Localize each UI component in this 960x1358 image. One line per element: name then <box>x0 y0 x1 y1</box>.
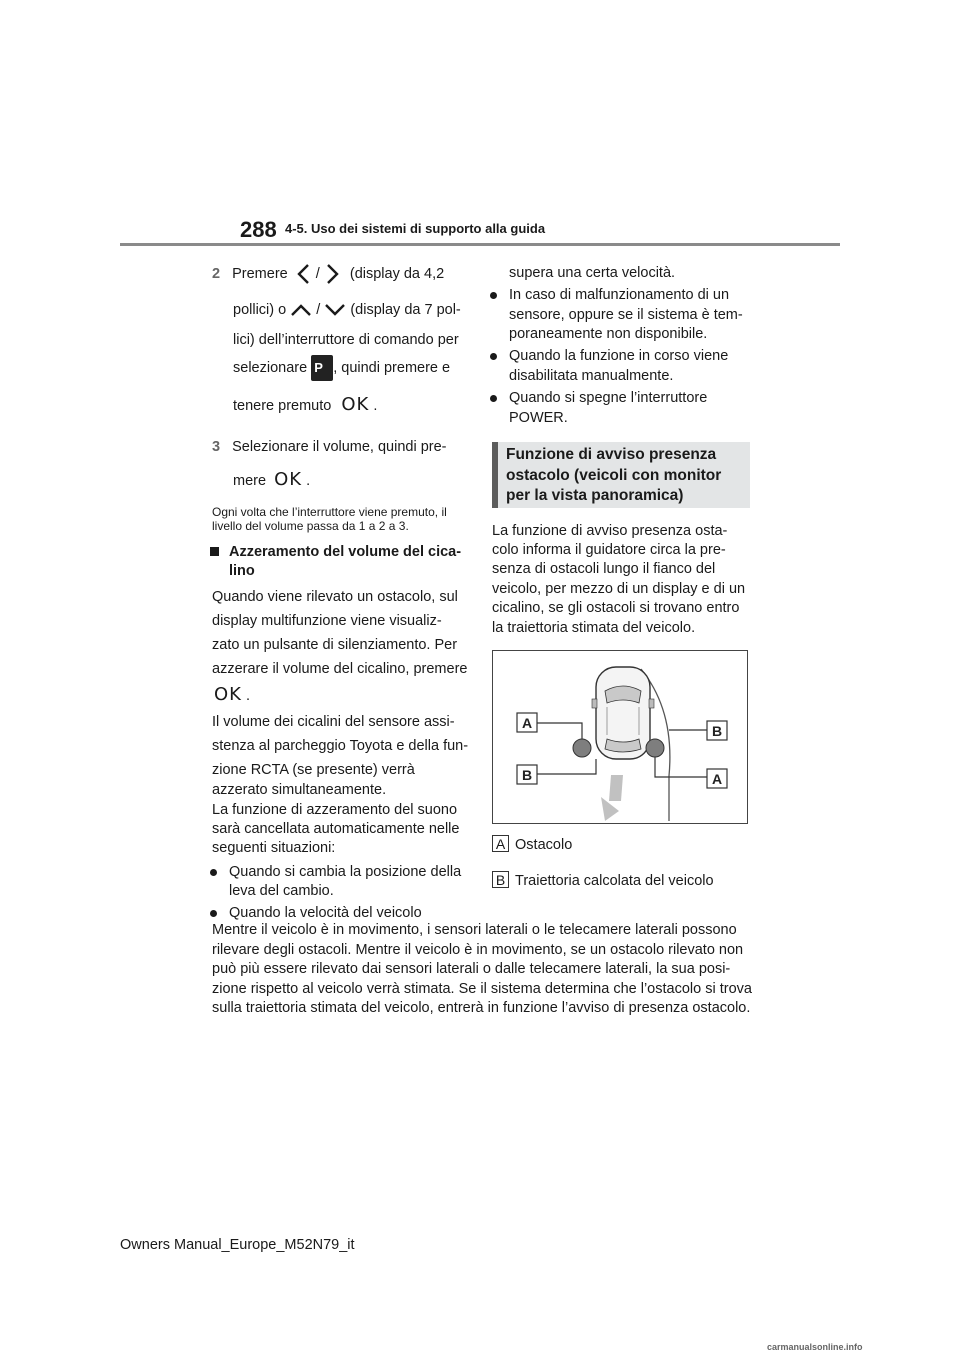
description-line-5: cicalino, se gli ostacoli si trovano entro <box>492 600 740 616</box>
bottom-line-2: rilevare degli ostacoli. Mentre il veicolo è in movimento, se un ostacolo rilevato non <box>212 942 744 958</box>
bullet-4-line-2: disabilitata manualmente. <box>509 368 674 384</box>
bullet-4-line-1: Quando la funzione in corso viene <box>509 348 729 364</box>
step-2-line-2 <box>233 300 478 320</box>
paragraph-1-line-1: Quando viene rilevato un ostacolo, sul <box>212 589 458 605</box>
paragraph-3-line-1: La funzione di azzeramento del suono <box>212 802 458 818</box>
bullet-3-line-1: In caso di malfunzionamento di un <box>509 287 730 303</box>
obstacle-diagram <box>492 650 748 824</box>
paragraph-2-line-3: zione RCTA (se presente) verrà <box>212 762 415 778</box>
step-text: (display da 4,2 <box>349 265 445 282</box>
paragraph-2-line-2: stenza al parcheggio Toyota e della fun- <box>212 738 469 754</box>
step-number: 3 <box>212 439 221 455</box>
diagram-label-b-right: B <box>711 723 723 739</box>
subheading-line-2: lino <box>229 563 255 579</box>
description-line-2: colo informa il guidatore circa la pre- <box>492 542 726 558</box>
bottom-line-3: può più essere rilevato dai sensori laterali o dalle telecamere laterali, la sua posi- <box>212 961 731 977</box>
step-text: Premere <box>232 265 288 282</box>
step-2-line-4 <box>233 355 450 381</box>
continued-text: supera una certa velocità. <box>509 265 676 281</box>
footer: Owners Manual_Europe_M52N79_it <box>120 1237 355 1253</box>
section-heading-line: per la vista panoramica) <box>506 487 684 504</box>
legend-item-b <box>492 871 714 891</box>
bullet-1-line-1: Quando si cambia la posizione della <box>229 864 462 880</box>
chevron-left-icon <box>296 263 312 285</box>
section-title: 4-5. Uso dei sistemi di supporto alla guida <box>285 221 546 236</box>
legend-key: B <box>492 871 509 888</box>
reverse-arrow-icon <box>601 775 623 821</box>
watermark: carmanualsonline.info <box>767 1342 863 1352</box>
ok-button-icon: OK <box>214 684 242 705</box>
subheading-line-1: Azzeramento del volume del cica- <box>229 544 462 560</box>
paragraph-2-line-4: azzerato simultaneamente. <box>212 782 387 798</box>
paragraph-1-line-4: azzerare il volume del cicalino, premere <box>212 661 468 677</box>
legend-text: Ostacolo <box>515 837 573 853</box>
section-heading-line: ostacolo (veicoli con monitor <box>506 466 722 484</box>
diagram-label-a-right: A <box>711 771 723 787</box>
chevron-right-icon <box>324 263 340 285</box>
diagram-label-a-left: A <box>521 715 533 731</box>
bottom-line-4: zione rispetto al veicolo verrà stimata. Se il sistema determina che l’ostacolo si trova <box>212 981 752 997</box>
ok-button-icon: OK <box>341 394 370 415</box>
legend-text: Traiettoria calcolata del veicolo <box>515 873 714 889</box>
step-text: , quindi premere e <box>333 359 451 376</box>
vehicle-diagram-illustration <box>493 651 747 823</box>
parking-sensor-icon: P <box>311 355 333 381</box>
paragraph-3-line-2: sarà cancellata automaticamente nelle <box>212 821 460 837</box>
step-text: selezionare <box>233 359 308 376</box>
obstacle-left <box>573 739 591 757</box>
period: . <box>246 688 251 704</box>
bullet-5-line-2: POWER. <box>509 410 568 426</box>
step-number: 2 <box>212 265 221 282</box>
ok-button-icon: OK <box>274 469 303 490</box>
bullet-1-line-2: leva del cambio. <box>229 883 334 899</box>
bullet-5-line-1: Quando si spegne l’interruttore <box>509 390 708 406</box>
step-text: pollici) o <box>233 302 287 318</box>
description-line-1: La funzione di avviso presenza osta- <box>492 523 728 539</box>
header-rule <box>120 243 840 246</box>
note-line-2: livello del volume passa da 1 a 2 a 3. <box>212 519 409 533</box>
step-text: Selezionare il volume, quindi pre- <box>232 439 447 455</box>
description-line-6: la traiettoria stimata del veicolo. <box>492 620 696 636</box>
step-2-line-3: lici) dell’interruttore di comando per <box>233 332 459 348</box>
bullet-3-line-2: sensore, oppure se il sistema è tem- <box>509 307 743 323</box>
step-text: (display da 7 pol- <box>350 302 461 318</box>
step-2-line-1 <box>212 263 472 285</box>
chevron-down-icon <box>324 303 346 317</box>
section-heading <box>506 445 746 507</box>
section-heading-line: Funzione di avviso presenza <box>506 446 717 463</box>
bottom-line-5: sulla traiettoria stimata del veicolo, entrerà in funzione l’avviso di presenza ostacolo. <box>212 1000 751 1016</box>
bullet-2: Quando la velocità del veicolo <box>229 905 422 921</box>
obstacle-right <box>646 739 664 757</box>
note-line-1: Ogni volta che l’interruttore viene premuto, il <box>212 505 447 519</box>
separator: / <box>315 265 320 282</box>
paragraph-1-line-2: display multifunzione viene visualiz- <box>212 613 442 629</box>
step-2-line-5 <box>233 395 377 416</box>
car-icon <box>592 667 654 759</box>
step-text: . <box>306 473 311 489</box>
bullet-3-line-3: poraneamente non disponibile. <box>509 326 708 342</box>
step-3-line-1 <box>212 437 447 457</box>
paragraph-3-line-3: seguenti situazioni: <box>212 840 336 856</box>
page-number: 288 <box>240 217 277 242</box>
paragraph-1-line-3: zato un pulsante di silenziamento. Per <box>212 637 458 653</box>
step-text: tenere premuto <box>233 398 332 414</box>
paragraph-2-line-1: Il volume dei cicalini del sensore assi- <box>212 714 455 730</box>
description-line-3: senza di ostacoli lungo il fianco del <box>492 561 716 577</box>
step-text: . <box>373 398 378 414</box>
legend-item-a <box>492 835 572 855</box>
step-text: mere <box>233 473 267 489</box>
chevron-up-icon <box>290 303 312 317</box>
legend-key: A <box>492 835 509 852</box>
separator: / <box>316 302 321 318</box>
step-3-line-2 <box>233 470 310 491</box>
diagram-label-b-left: B <box>521 767 533 783</box>
bottom-line-1: Mentre il veicolo è in movimento, i sensori laterali o le telecamere laterali possono <box>212 922 737 938</box>
paragraph-1-line-5 <box>214 685 250 706</box>
description-line-4: veicolo, per mezzo di un display e di un <box>492 581 746 597</box>
